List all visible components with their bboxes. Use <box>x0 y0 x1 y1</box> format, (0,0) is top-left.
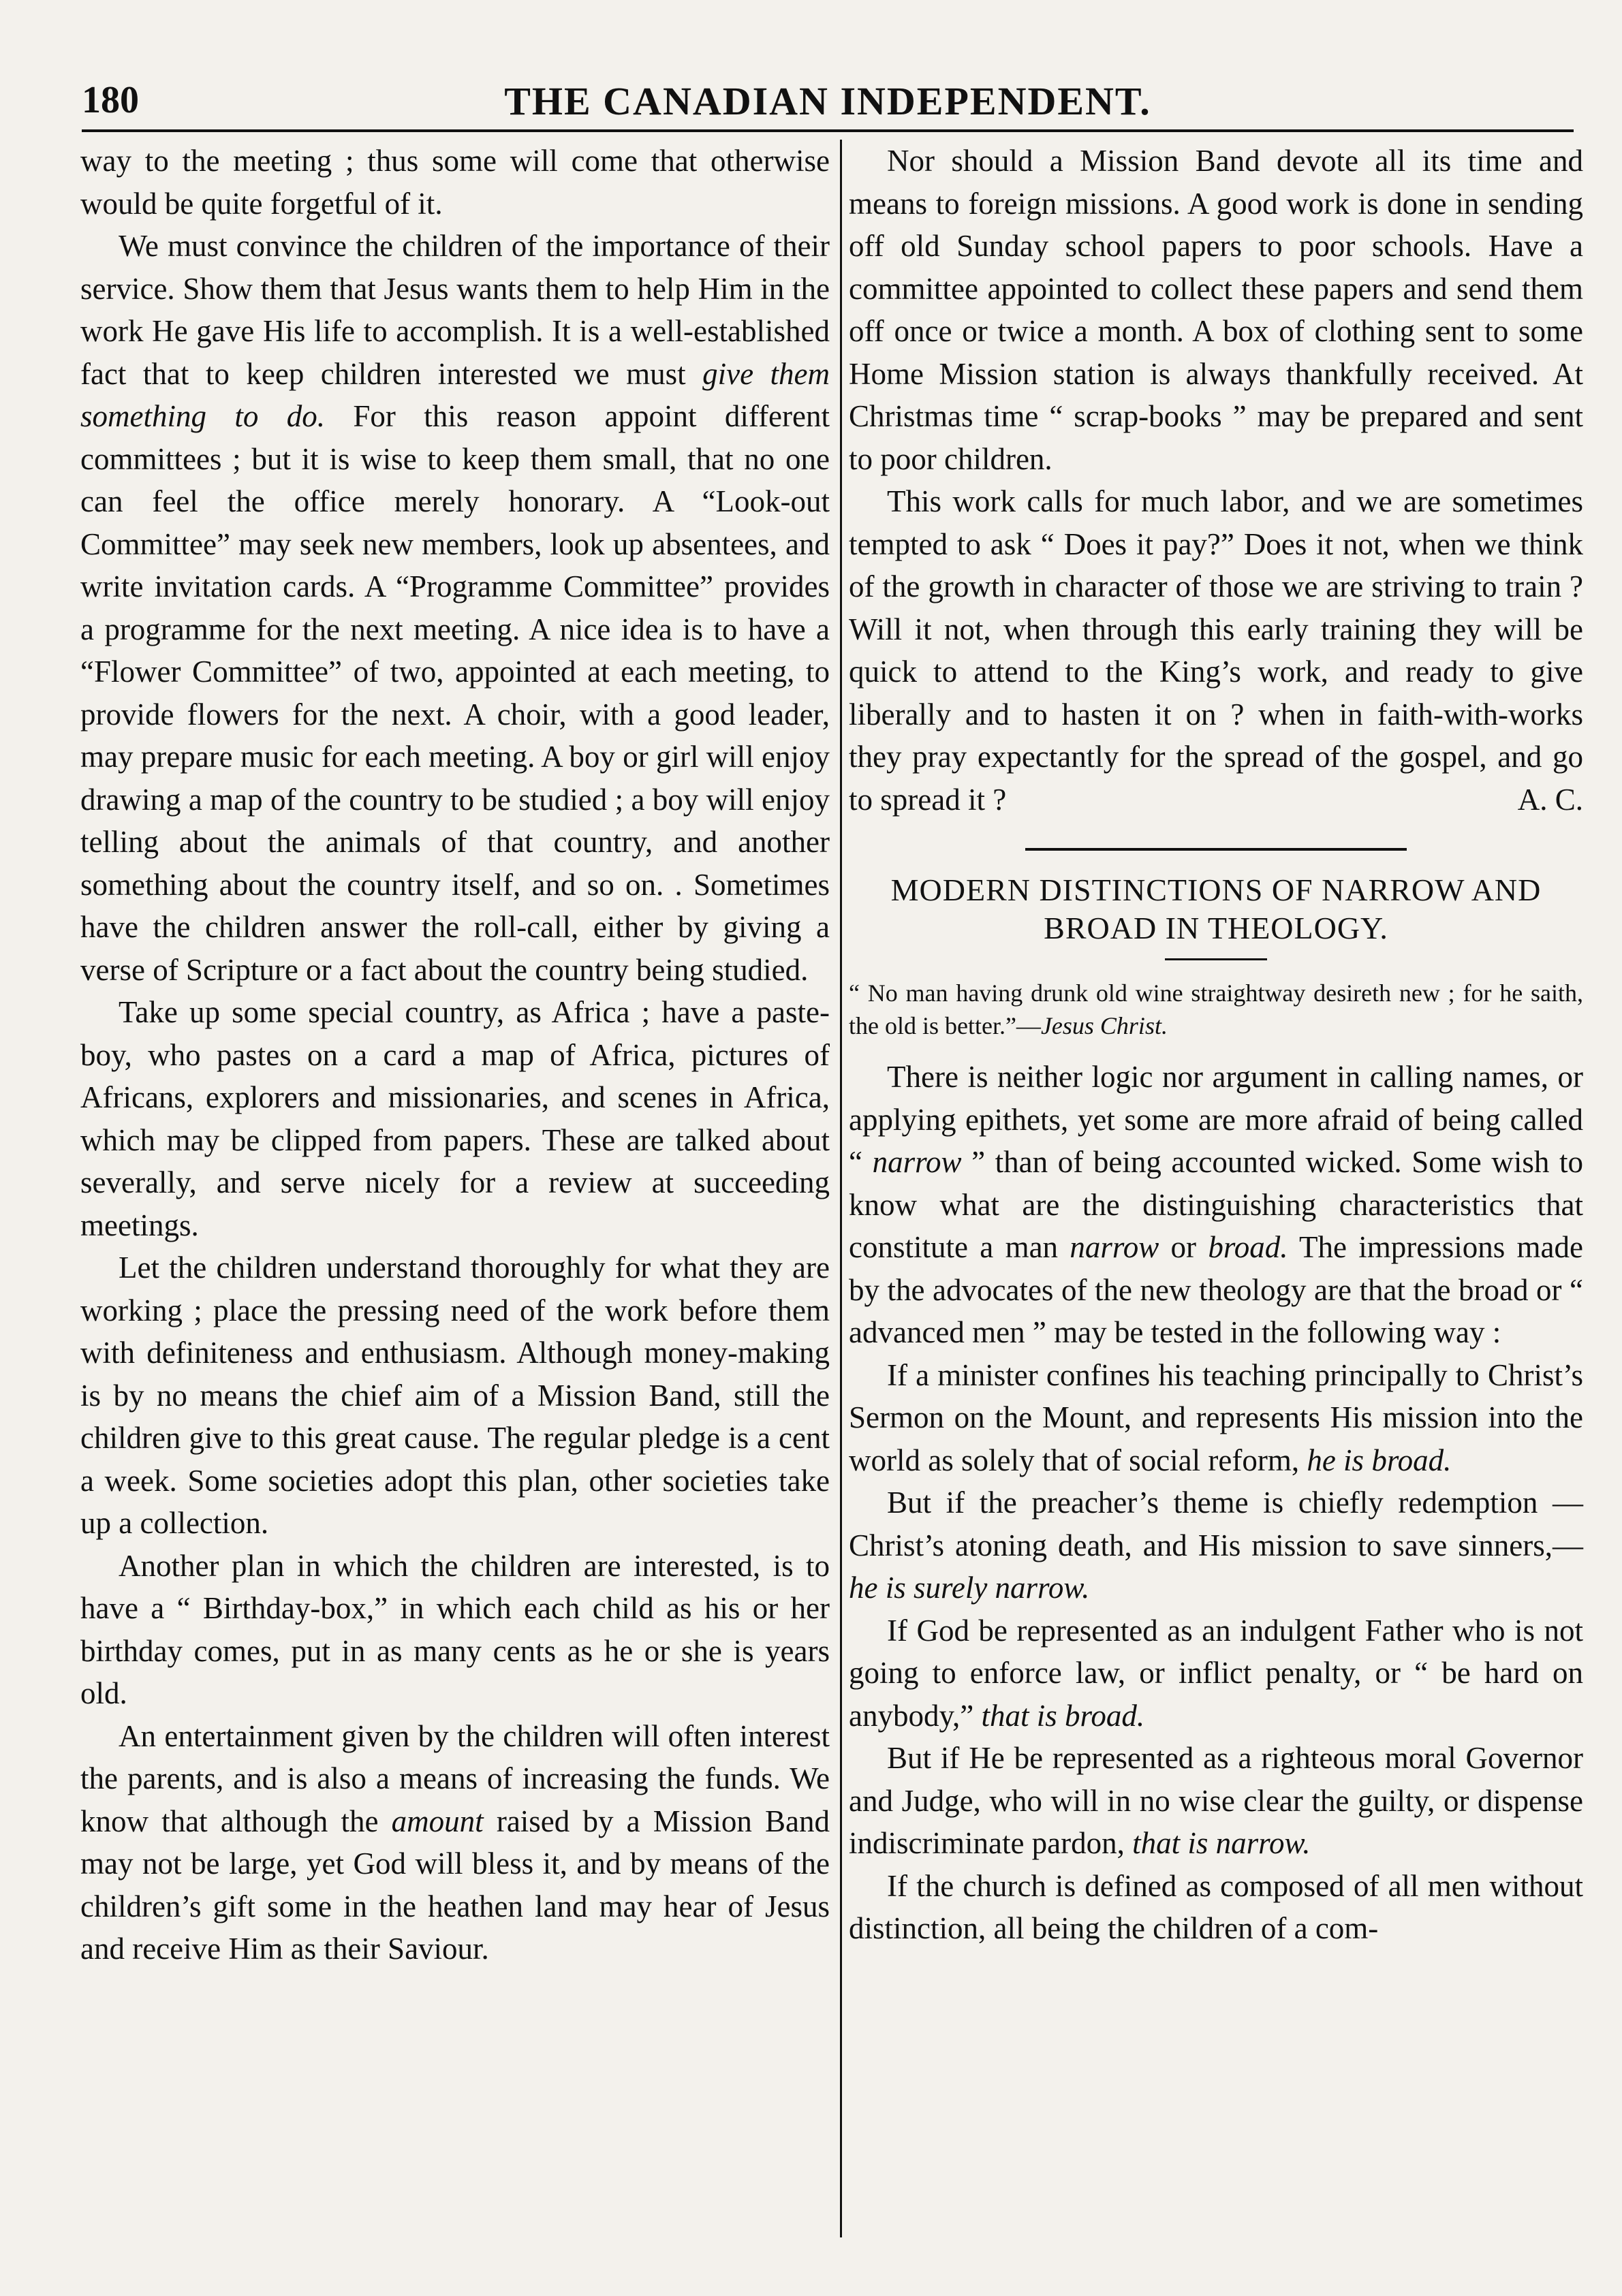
text-run: For this reason appoint different committees ; but it is wise to keep them small, that no one can feel the office merely honorary. A “Look-out Committee” may seek new members, look up absentees, and write invitation cards. A “Programme Committee” provides a programme for the next meeting. A nice idea is to have a “Flower Committee” of two, appointed at each meeting, to provide flowers for the next. A choir, with a good leader, may prepare music for each meeting. A boy or girl will enjoy drawing a map of the country to be studied ; a boy will enjoy telling about the animals of that country, and another something about the country itself, and so on. . Sometimes have the children answer the roll-call, either by giving a verse of Scripture or a fact about the country being studied. <box>80 399 830 987</box>
journal-title: THE CANADIAN INDEPENDENT. <box>504 79 1151 123</box>
paragraph: Take up some special country, as Africa ; have a paste-boy, who pastes on a card a map of Africa, pictures of Africans, explorers and missionaries, and scenes in Africa, which may be clipped from papers. These are talked about severally, and serve nicely for a review at succeeding meetings. <box>80 995 830 1242</box>
paragraph <box>849 1056 1583 1354</box>
paragraph <box>849 480 1583 821</box>
paragraph: Nor should a Mission Band devote all its time and means to foreign missions. A good work is done in sending off old Sunday school papers to poor schools. Have a committee appointed to collect these papers and send them off once or twice a month. A box of clothing sent to some Home Mission station is always thankfully received. At Christmas time “ scrap-books ” may be prepared and sent to poor children. <box>849 144 1583 476</box>
paragraph <box>80 225 830 991</box>
right-column <box>849 140 1583 1950</box>
paragraph <box>849 1737 1583 1865</box>
text-run: If a minister confines his teaching principally to Christ’s Sermon on the Mount, and represents His mission into the world as solely that of social reform, <box>849 1357 1583 1477</box>
column-divider <box>840 140 842 2237</box>
section-rule <box>1025 848 1407 851</box>
title-rule <box>1165 958 1267 960</box>
paragraph: If the church is defined as composed of all men without distinction, all being the children of a com- <box>849 1868 1583 1945</box>
emphasis: narrow <box>1070 1230 1159 1264</box>
text-run: If God be represented as an indulgent Father who is not going to enforce law, or inflict penalty, or “ be hard on anybody,” <box>849 1613 1583 1733</box>
paragraph: Another plan in which the children are interested, is to have a “ Birthday-box,” in which each child as his or her birthday comes, put in as many cents as he or she is years old. <box>80 1548 830 1710</box>
emphasis: narrow <box>872 1145 962 1179</box>
paragraph: Let the children understand thoroughly for what they are working ; place the pressing need of the work before them with definiteness and enthusiasm. Although money-making is by no means the chief aim of a Mission Band, still the children give to this great cause. The regular pledge is a cent a week. Some societies adopt this plan, other societies take up a collection. <box>80 1251 830 1540</box>
emphasis: he is broad. <box>1307 1443 1452 1477</box>
text-run: But if He be represented as a righteous moral Governor and Judge, who will in no wise clear the guilty, or dispense indiscriminate pardon, <box>849 1741 1583 1860</box>
emphasis: broad. <box>1208 1230 1288 1264</box>
epigraph-source: Jesus Christ. <box>1040 1012 1168 1039</box>
page-number: 180 <box>82 79 139 121</box>
text-run: or <box>1159 1230 1208 1264</box>
page-header <box>82 72 1574 126</box>
left-column <box>80 140 830 1970</box>
text-run: But if the preacher’s theme is chiefly redemption —Christ’s atoning death, and His mission to save sinners,— <box>849 1485 1583 1562</box>
text-run: An entertainment given by the children will often interest the parents, and is also a means of increasing the funds. We know that although the <box>80 1718 830 1838</box>
emphasis: that is broad. <box>981 1698 1145 1733</box>
author-signature: A. C. <box>1517 782 1583 817</box>
emphasis: he is surely narrow. <box>849 1571 1090 1605</box>
paragraph <box>849 1481 1583 1609</box>
emphasis: amount <box>391 1804 484 1838</box>
paragraph <box>80 1715 830 1970</box>
epigraph <box>849 977 1583 1042</box>
text-run: There is neither logic nor argument in calling names, or applying epithets, yet some are more afraid of being called “ <box>849 1060 1583 1179</box>
emphasis: that is narrow. <box>1132 1826 1311 1860</box>
text-run: The impressions made by the advocates of the new theology are that the broad or “ advanced men ” may be tested in the following way : <box>849 1230 1583 1349</box>
header-rule <box>82 129 1574 132</box>
emphasis: give them something to do. <box>80 356 830 433</box>
text-run: This work calls for much labor, and we are sometimes tempted to ask “ Does it pay?” Does it not, when we think of the growth in character of those we are striving to train ? Will it not, when through this early training they will be quick to attend to the King’s work, and ready to give liberally and to hasten it on ? when in faith-with-works they pray expectantly for the spread of the gospel, and go to spread it ? <box>849 484 1583 817</box>
article-title: MODERN DISTINCTIONS OF NARROW AND BROAD IN THEOLOGY. <box>890 872 1542 945</box>
paragraph: way to the meeting ; thus some will come that otherwise would be quite forgetful of it. <box>80 144 830 221</box>
text-run: raised by a Mission Band may not be large, yet God will bless it, and by means of the children’s gift some in the heathen land may hear of Jesus and receive Him as their Saviour. <box>80 1804 830 1966</box>
text-run: ” than of being accounted wicked. Some wish to know what are the distinguishing characteristics that constitute a man <box>849 1145 1583 1264</box>
paragraph <box>849 1354 1583 1482</box>
text-run: We must convince the children of the importance of their service. Show them that Jesus wants them to help Him in the work He gave His life to accomplish. It is a well-established fact that to keep children interested we must <box>80 229 830 391</box>
paragraph <box>849 1609 1583 1737</box>
epigraph-text: “ No man having drunk old wine straightway desireth new ; for he saith, the old is better.”— <box>849 979 1583 1039</box>
